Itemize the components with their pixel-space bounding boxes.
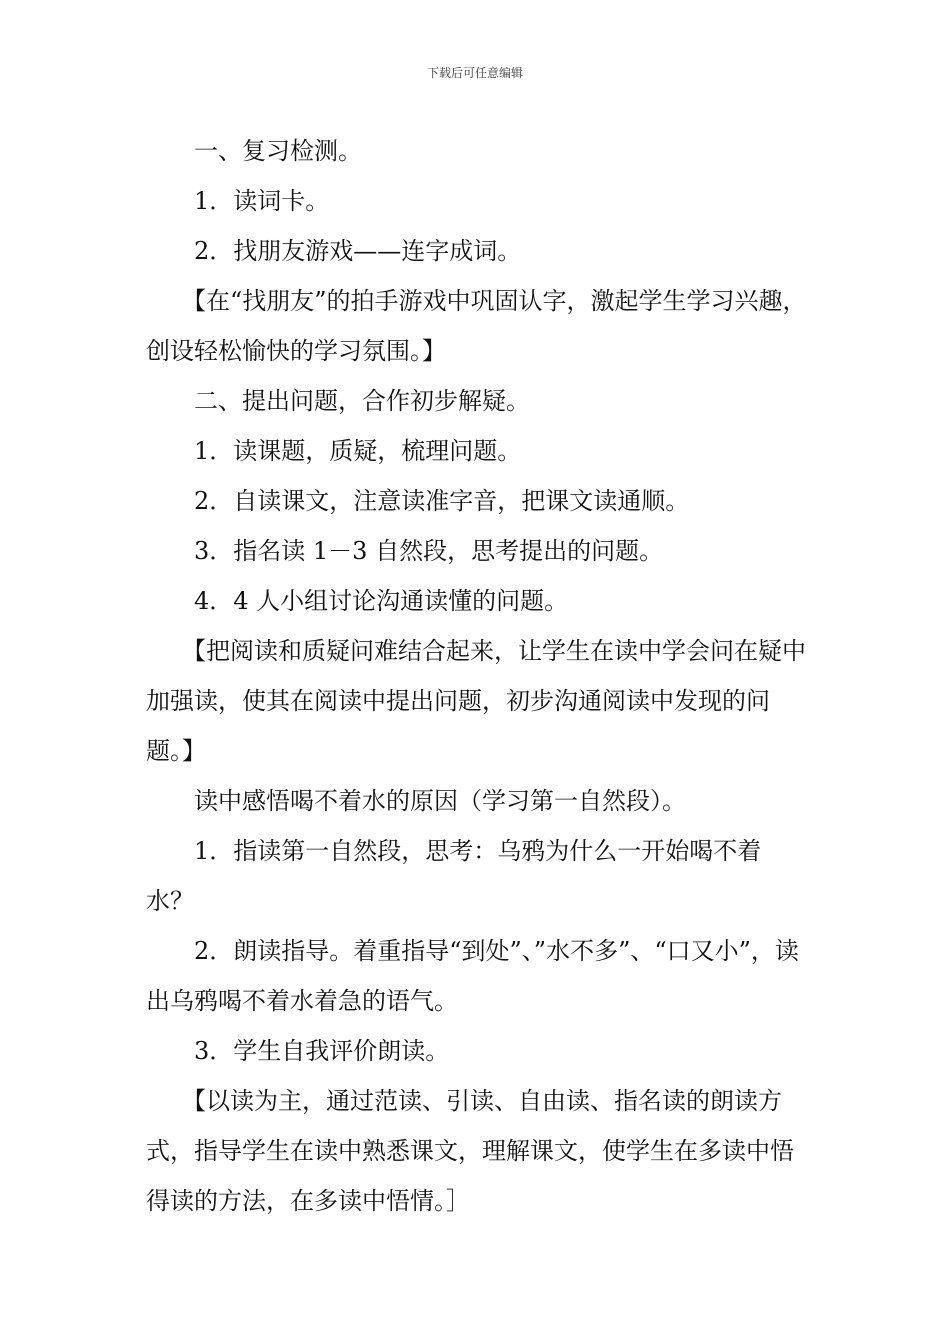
list-item: 2．找朋友游戏——连字成词。 [194, 237, 522, 265]
list-item: 1．读课题，质疑，梳理问题。 [194, 437, 522, 465]
list-item: 3．指名读 1－3 自然段，思考提出的问题。 [194, 537, 664, 565]
page-header: 下载后可任意编辑 [426, 66, 523, 80]
list-item: 2．朗读指导。着重指导“到处”、”水不多”、“口又小”，读出乌鸦喝不着水着急的语气。 [146, 937, 799, 1015]
section-heading-reading: 读中感悟喝不着水的原因（学习第一自然段）。 [194, 787, 686, 815]
annotation-note: 【以读为主，通过范读、引读、自由读、指名读的朗读方式，指导学生在读中熟悉课文，理解课文，使学生在多读中悟得读的方法，在多读中悟情。］ [146, 1087, 794, 1215]
document-body [146, 126, 808, 1226]
list-item: 3．学生自我评价朗读。 [194, 1037, 450, 1065]
list-item: 2．自读课文，注意读准字音，把课文读通顺。 [194, 487, 690, 515]
section-heading-review: 一、复习检测。 [194, 137, 362, 165]
annotation-note: 【把阅读和质疑问难结合起来，让学生在读中学会问在疑中加强读，使其在阅读中提出问题，初步沟通阅读中发现的问题。】 [146, 637, 806, 765]
list-item: 1．读词卡。 [194, 187, 330, 215]
list-item: 1．指读第一自然段，思考：乌鸦为什么一开始喝不着水？ [146, 837, 762, 915]
section-heading-questions: 二、提出问题，合作初步解疑。 [194, 387, 530, 415]
list-item: 4．4 人小组讨论沟通读懂的问题。 [194, 587, 569, 615]
annotation-note: 【在“找朋友”的拍手游戏中巩固认字，激起学生学习兴趣，创设轻松愉快的学习氛围。】 [146, 287, 807, 365]
